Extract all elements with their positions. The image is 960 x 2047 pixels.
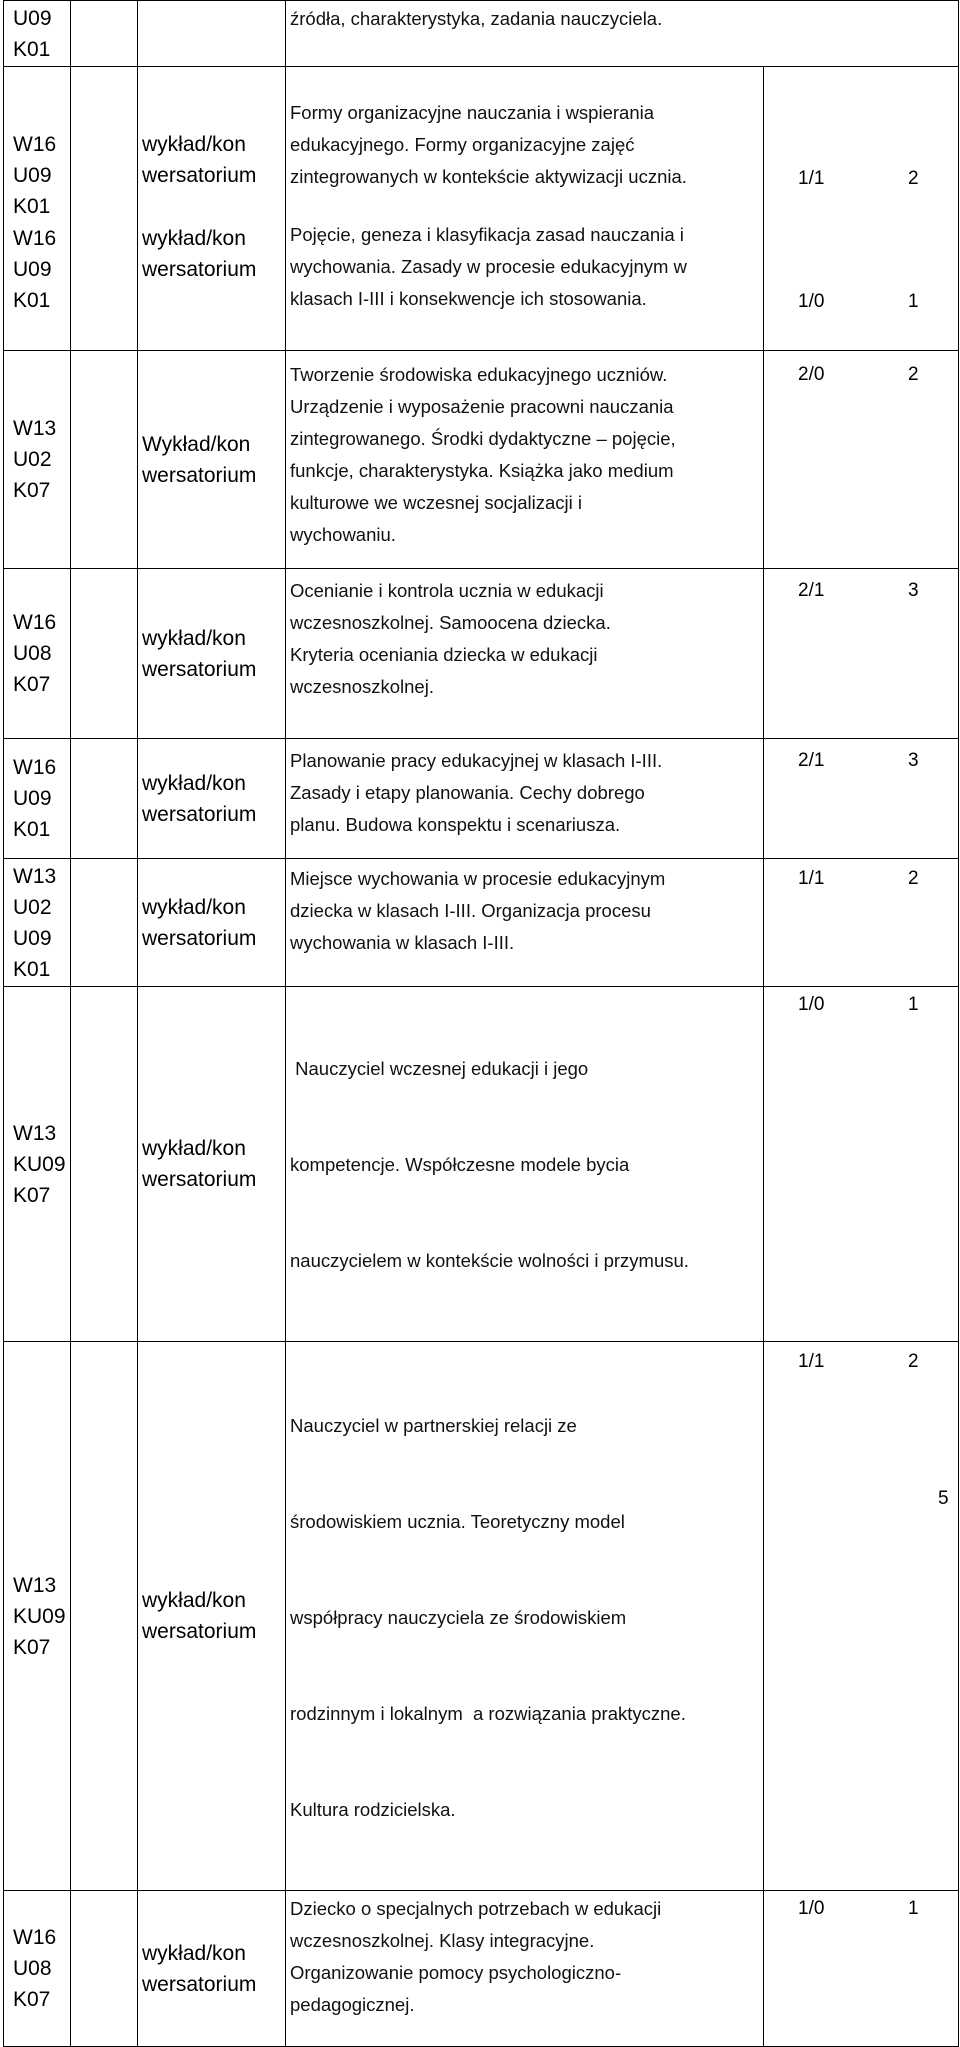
hours-cell (764, 859, 959, 987)
code: U02 (13, 448, 52, 471)
hours-ratio: 2/1 (798, 750, 825, 771)
learning-outcome-codes (4, 569, 71, 739)
code: K07 (13, 1635, 51, 1659)
form-label: wersatorium (142, 926, 257, 950)
hours-ratio: 2/0 (798, 364, 825, 385)
code: K07 (13, 1988, 51, 2011)
hours-ratio: 1/1 (798, 168, 825, 189)
learning-outcome-codes (4, 1342, 71, 1891)
hours-total: 2 (908, 168, 919, 189)
form-label: wersatorium (142, 1168, 257, 1191)
code: W13 (13, 417, 57, 440)
topic-line: wczesnoszkolnej. Klasy integracyjne. (290, 1930, 595, 1951)
empty-cell (71, 739, 138, 859)
hours-cell (764, 67, 959, 351)
hours-total: 2 (908, 1351, 919, 1372)
code: K01 (13, 818, 51, 841)
table-row (4, 351, 959, 569)
code: U09 (13, 164, 52, 187)
topic-line: Organizowanie pomocy psychologiczno- (290, 1962, 622, 1983)
topic-line: planu. Budowa konspektu i scenariusza. (290, 814, 621, 835)
hours-ratio: 1/0 (798, 994, 825, 1015)
code: U02 (13, 895, 52, 919)
table-row (4, 1342, 959, 1891)
form-label: wersatorium (142, 258, 257, 281)
code: W16 (13, 227, 57, 250)
code: K01 (13, 195, 51, 218)
code: W13 (13, 864, 57, 888)
topic-cell (286, 351, 764, 569)
form-label: wykład/kon (142, 1589, 246, 1612)
topic-line: wychowania. Zasady w procesie edukacyjnym w (290, 256, 687, 277)
empty-cell (71, 987, 138, 1342)
topic-line: Formy organizacyjne nauczania i wspierania (290, 102, 655, 123)
topic-line: Nauczyciel w partnerskiej relacji ze (290, 1415, 577, 1436)
code: W16 (13, 1926, 57, 1949)
code: W13 (13, 1573, 57, 1597)
empty-cell (71, 1, 138, 67)
form-label: wersatorium (142, 802, 257, 826)
learning-outcome-codes (4, 1891, 71, 2047)
form-cell (138, 1, 286, 67)
topic-line: Kryteria oceniania dziecka w edukacji (290, 644, 598, 665)
form-label: Wykład/kon (142, 432, 251, 456)
form-label: wersatorium (142, 1972, 257, 1996)
topic-cell (286, 739, 764, 859)
topic-line: Zasady i etapy planowania. Cechy dobrego (290, 782, 645, 803)
topic-line: współpracy nauczyciela ze środowiskiem (290, 1607, 627, 1628)
topic-cell (286, 67, 764, 351)
form-label: wykład/kon (142, 1941, 246, 1965)
form-cell (138, 569, 286, 739)
hours-ratio: 2/1 (798, 580, 825, 601)
form-label: wykład/kon (142, 771, 246, 795)
form-label: wykład/kon (142, 1137, 246, 1160)
code: W16 (13, 756, 57, 779)
form-cell (138, 67, 286, 351)
topic-line: Miejsce wychowania w procesie edukacyjnym (290, 868, 666, 889)
table-row (4, 987, 959, 1342)
learning-outcome-codes (4, 859, 71, 987)
table-row (4, 739, 959, 859)
empty-cell (71, 1891, 138, 2047)
topic-line: nauczycielem w kontekście wolności i przymusu. (290, 1250, 689, 1271)
topic-cell (286, 1342, 764, 1891)
form-label: wykład/kon (142, 227, 246, 250)
topic-line: kompetencje. Współczesne modele bycia (290, 1154, 630, 1175)
topic-cell (286, 1, 959, 67)
topic-line: źródła, charakterystyka, zadania nauczyciela. (290, 8, 663, 29)
form-label: wersatorium (142, 1620, 257, 1643)
topic-line: Planowanie pracy edukacyjnej w klasach I-III. (290, 750, 663, 771)
form-label: wersatorium (142, 463, 257, 487)
topic-line: Urządzenie i wyposażenie pracowni nauczania (290, 396, 674, 417)
hours-ratio: 1/1 (798, 868, 825, 889)
topic-line: wczesnoszkolnej. Samoocena dziecka. (290, 612, 611, 633)
form-cell (138, 987, 286, 1342)
topic-line: Pojęcie, geneza i klasyfikacja zasad nauczania i (290, 224, 684, 245)
code: K01 (13, 957, 51, 981)
empty-cell (71, 859, 138, 987)
form-cell (138, 1891, 286, 2047)
form-cell (138, 739, 286, 859)
topic-line: Tworzenie środowiska edukacyjnego uczniów. (290, 364, 668, 385)
code: U09 (13, 926, 52, 950)
learning-outcome-codes (4, 1, 71, 67)
code: KU09 (13, 1152, 66, 1176)
learning-outcome-codes (4, 987, 71, 1342)
hours-cell (764, 1342, 959, 1891)
code: U09 (13, 7, 52, 30)
empty-cell (71, 1342, 138, 1891)
code: W16 (13, 133, 57, 156)
topic-line: wczesnoszkolnej. (290, 676, 434, 697)
topic-line: kulturowe we wczesnej socjalizacji i (290, 492, 582, 513)
topic-cell (286, 987, 764, 1342)
hours-ratio: 1/0 (798, 291, 825, 312)
code: KU09 (13, 1604, 66, 1628)
topic-line: wychowania w klasach I-III. (290, 932, 515, 953)
code: K07 (13, 479, 51, 502)
code: U09 (13, 787, 52, 810)
learning-outcome-codes (4, 351, 71, 569)
hours-ratio: 1/1 (798, 1351, 825, 1372)
hours-total: 3 (908, 580, 919, 601)
hours-ratio: 1/0 (798, 1898, 825, 1919)
topic-line: wychowaniu. (290, 524, 396, 545)
topic-line: dziecka w klasach I-III. Organizacja procesu (290, 900, 651, 921)
table-row (4, 569, 959, 739)
hours-cell (764, 987, 959, 1342)
topic-line: rodzinnym i lokalnym a rozwiązania praktyczne. (290, 1703, 686, 1724)
topic-line: zintegrowanego. Środki dydaktyczne – pojęcie, (290, 428, 676, 449)
learning-outcome-codes (4, 739, 71, 859)
topic-cell (286, 569, 764, 739)
hours-cell (764, 351, 959, 569)
table-row (4, 1891, 959, 2047)
form-cell (138, 1342, 286, 1891)
table-row (4, 67, 959, 351)
form-cell (138, 859, 286, 987)
empty-cell (71, 569, 138, 739)
code: K07 (13, 1183, 51, 1207)
topic-line: Dziecko o specjalnych potrzebach w edukacji (290, 1898, 662, 1919)
topic-line: funkcje, charakterystyka. Książka jako medium (290, 460, 674, 481)
form-label: wykład/kon (142, 133, 246, 156)
code: U08 (13, 642, 52, 665)
hours-total: 3 (908, 750, 919, 771)
code: K01 (13, 38, 51, 61)
form-cell (138, 351, 286, 569)
topic-line: Nauczyciel wczesnej edukacji i jego (290, 1058, 589, 1079)
learning-outcome-codes (4, 67, 71, 351)
code: K07 (13, 673, 51, 696)
topic-line: Ocenianie i kontrola ucznia w edukacji (290, 580, 604, 601)
hours-cell (764, 569, 959, 739)
topic-line: klasach I-III i konsekwencje ich stosowania. (290, 288, 647, 309)
topic-line: Kultura rodzicielska. (290, 1799, 456, 1820)
hours-total: 2 (908, 868, 919, 889)
code: K01 (13, 289, 51, 312)
form-label: wersatorium (142, 657, 257, 681)
hours-total: 1 (908, 291, 919, 312)
topic-line: edukacyjnego. Formy organizacyjne zajęć (290, 134, 635, 155)
table-row (4, 1, 959, 67)
topic-cell (286, 1891, 764, 2047)
code: W16 (13, 611, 57, 634)
hours-cell (764, 1891, 959, 2047)
form-label: wykład/kon (142, 626, 246, 650)
page-number: 5 (938, 1488, 949, 1509)
hours-total: 1 (908, 1898, 919, 1919)
form-label: wykład/kon (142, 895, 246, 919)
table-row (4, 859, 959, 987)
topic-line: zintegrowanych w kontekście aktywizacji ucznia. (290, 166, 687, 187)
code: U08 (13, 1957, 52, 1980)
topic-line: pedagogicznej. (290, 1994, 415, 2015)
empty-cell (71, 351, 138, 569)
empty-cell (71, 67, 138, 351)
topic-cell (286, 859, 764, 987)
form-label: wersatorium (142, 164, 257, 187)
hours-total: 1 (908, 994, 919, 1015)
syllabus-table (3, 0, 959, 2047)
topic-line: środowiskiem ucznia. Teoretyczny model (290, 1511, 625, 1532)
code: U09 (13, 258, 52, 281)
hours-total: 2 (908, 364, 919, 385)
hours-cell (764, 739, 959, 859)
code: W13 (13, 1121, 57, 1145)
